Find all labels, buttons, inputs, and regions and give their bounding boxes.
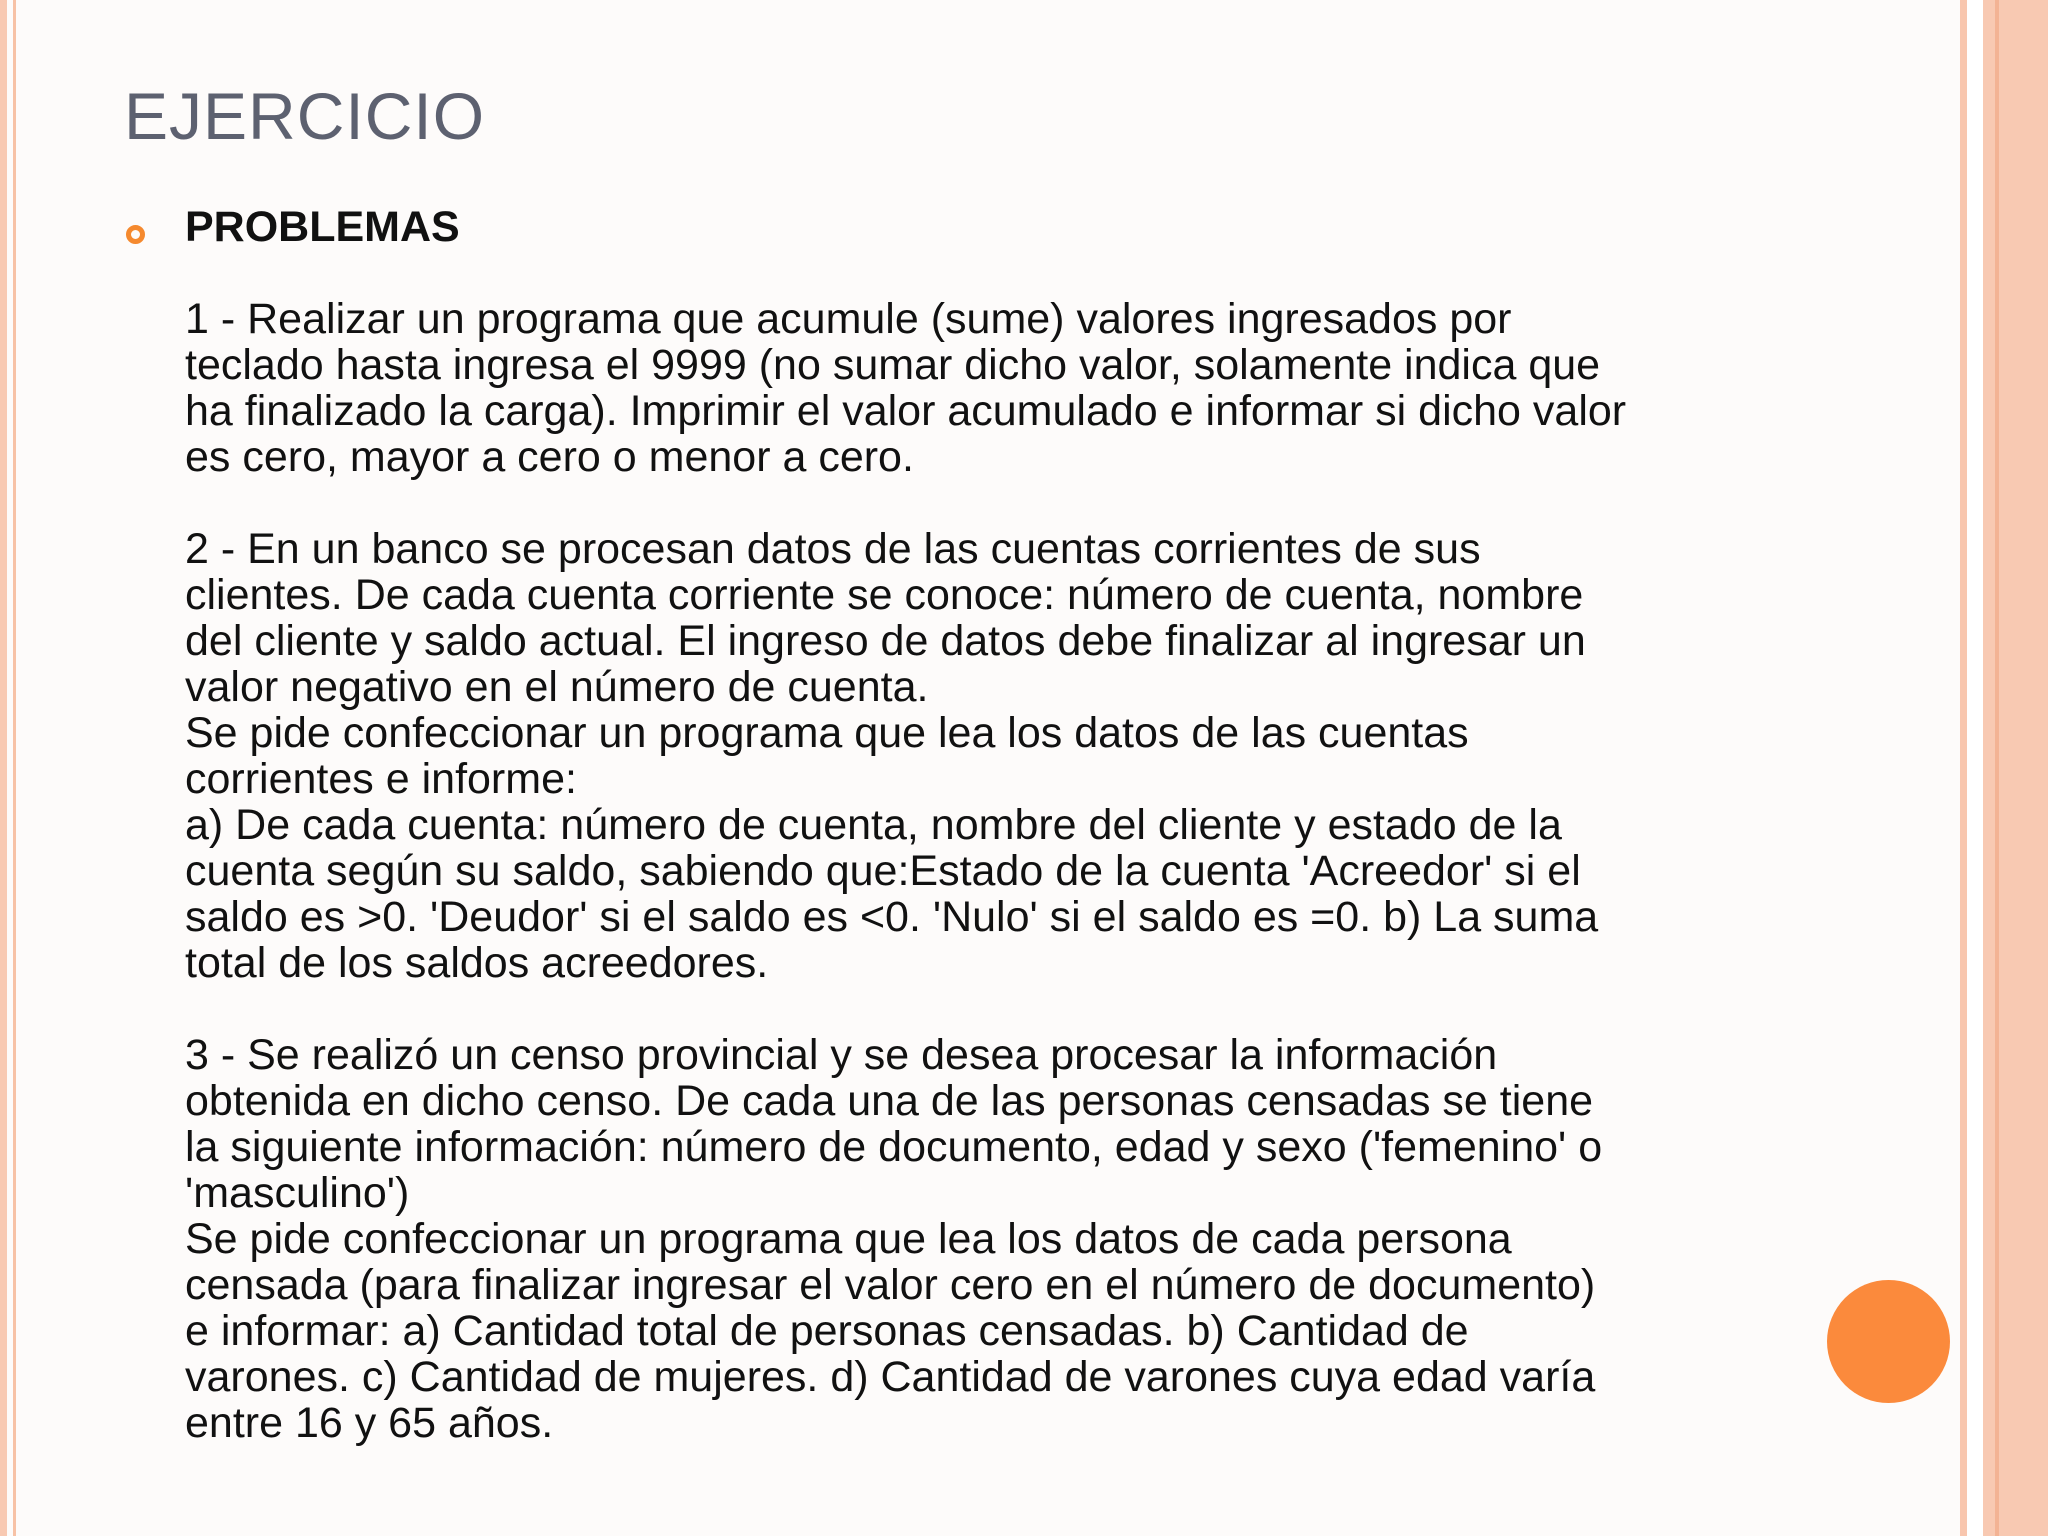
right-frame-gap [1967, 0, 1983, 1536]
left-frame-line [13, 0, 16, 1536]
problem-2-text: 2 - En un banco se procesan datos de las cuentas corrientes de sus clientes. De cada cuenta corriente se conoce: número de cuenta, nombre del cliente y saldo actual. El ingreso de datos debe finalizar al ingresar un valor negativo en el número de cuenta. Se pide confeccionar un programa que lea los datos de las cuentas corrientes e informe: a) De cada cuenta: número de cuenta, nombre del cliente y estado de la cuenta según su saldo, sabiendo que:Estado de la cuenta 'Acreedor' si el saldo es >0. 'Deudor' si el saldo es <0. 'Nulo' si el saldo es =0. b) La suma total de los saldos acreedores. [185, 525, 1599, 987]
left-frame-border [0, 0, 7, 1536]
problem-1-text: 1 - Realizar un programa que acumule (sume) valores ingresados por teclado hasta ingresa el 9999 (no sumar dicho valor, solamente indica que ha finalizado la carga). Imprimir el valor acumulado e informar si dicho valor es cero, mayor a cero o menor a cero. [185, 295, 1627, 481]
ring-bullet-icon [126, 225, 145, 244]
right-frame-inner-border [1960, 0, 1967, 1536]
right-frame-line [1995, 0, 1999, 1536]
orange-circle-decoration [1827, 1280, 1950, 1403]
section-heading: PROBLEMAS [185, 203, 460, 251]
slide-content [185, 204, 1825, 1446]
slide-title: EJERCICIO [124, 79, 486, 153]
problem-3-text: 3 - Se realizó un censo provincial y se desea procesar la información obtenida en dicho censo. De cada una de las personas censadas se tiene la siguiente información: número de documento, edad y sexo ('femenino' o 'masculino') Se pide confeccionar un programa que lea los datos de cada persona censada (para finalizar ingresar el valor cero en el número de documento) e informar: a) Cantidad total de personas censadas. b) Cantidad de varones. c) Cantidad de mujeres. d) Cantidad de varones cuya edad varía entre 16 y 65 años. [185, 1031, 1603, 1447]
right-frame-border [1983, 0, 2048, 1536]
